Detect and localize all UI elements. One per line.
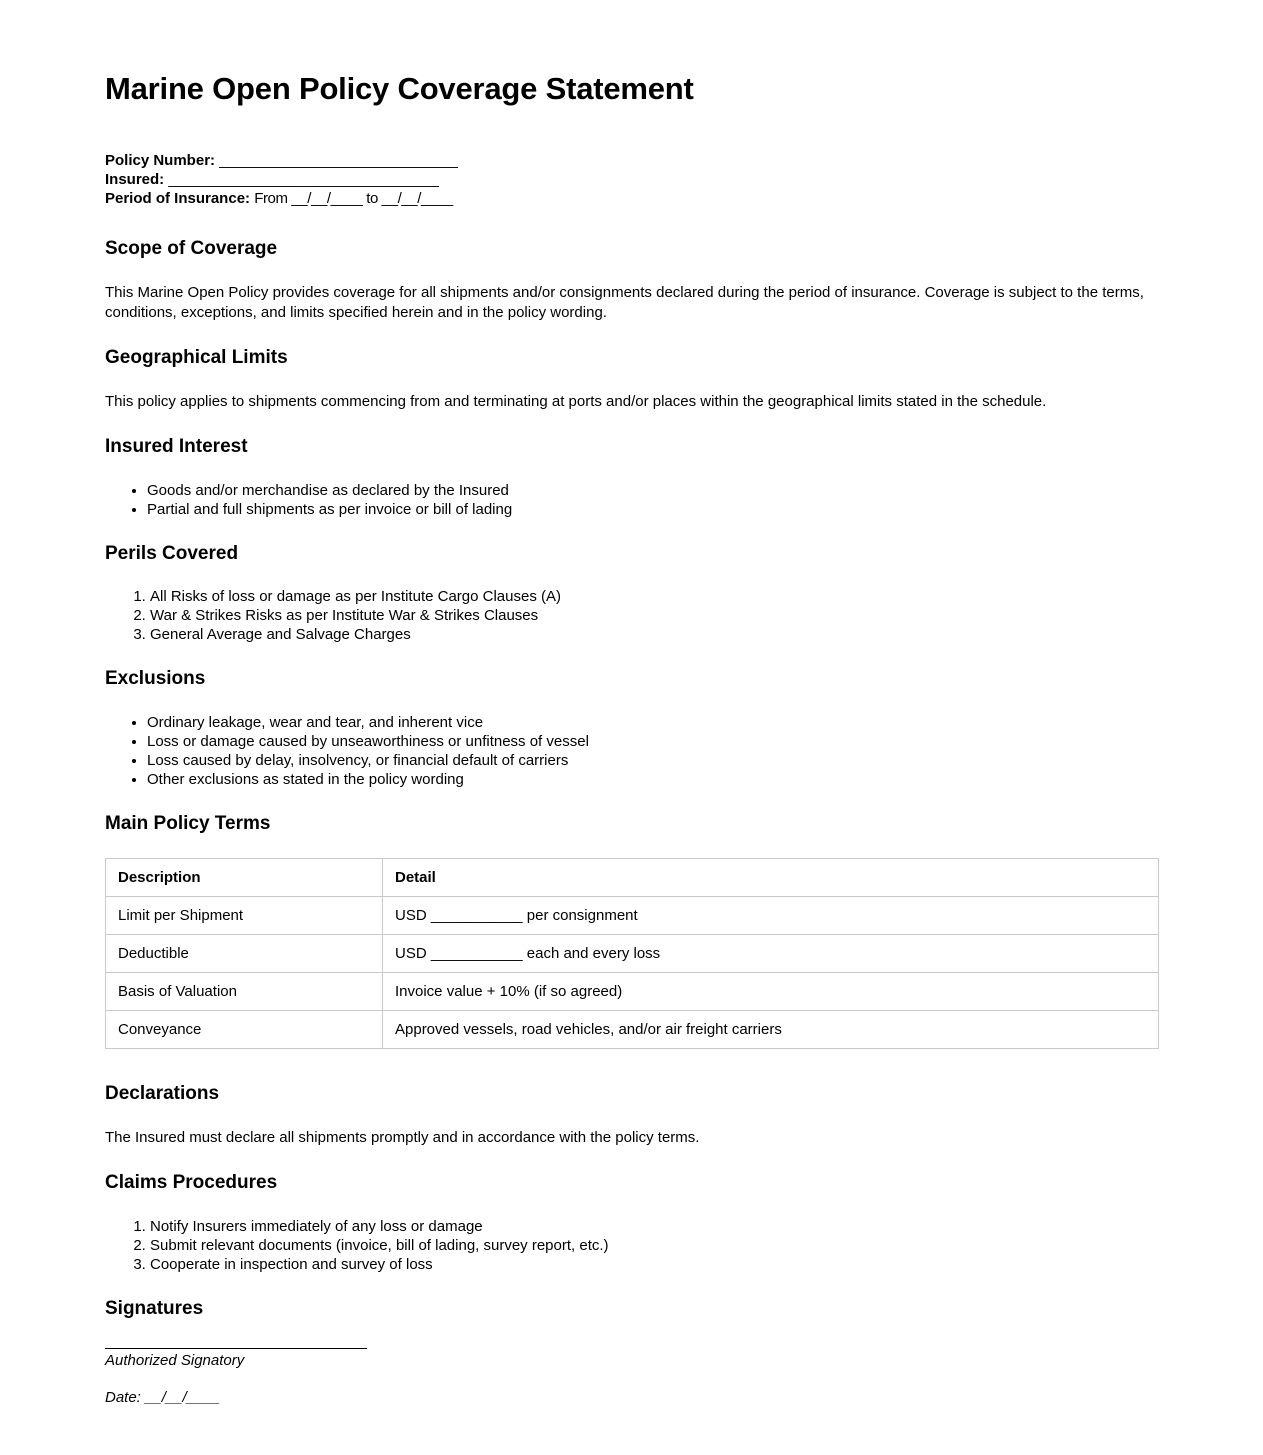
- list-item: 2. War & Strikes Risks as per Institute War & Strikes Clauses: [150, 606, 1158, 625]
- insured-label: Insured:: [105, 171, 165, 189]
- policy-meta-block: [105, 151, 1158, 208]
- cell-detail: Approved vessels, road vehicles, and/or air freight carriers: [383, 1010, 1159, 1048]
- cell-description: Conveyance: [106, 1010, 383, 1048]
- main-policy-terms-table: [105, 858, 1159, 1049]
- list-exclusions: [105, 713, 1158, 789]
- cell-detail: USD ___________ per consignment: [383, 896, 1159, 934]
- period-label: Period of Insurance:: [105, 190, 251, 208]
- signature-date-label: Date: __/__/____: [105, 1389, 221, 1407]
- table-header-row: [106, 858, 1159, 896]
- heading-geographical-limits: Geographical Limits: [105, 346, 288, 368]
- cell-description: Basis of Valuation: [106, 972, 383, 1010]
- cell-detail: USD ___________ each and every loss: [383, 934, 1159, 972]
- paragraph-declarations: The Insured must declare all shipments promptly and in accordance with the policy terms.: [105, 1128, 700, 1146]
- table-row: [106, 934, 1159, 972]
- list-item: 1. All Risks of loss or damage as per Institute Cargo Clauses (A): [150, 587, 1158, 606]
- list-item: 3. General Average and Salvage Charges: [150, 625, 1158, 644]
- list-item: • Loss caused by delay, insolvency, or financial default of carriers: [147, 751, 1158, 770]
- heading-claims-procedures: Claims Procedures: [105, 1171, 278, 1193]
- signature-line: [105, 1348, 367, 1349]
- heading-perils-covered: Perils Covered: [105, 542, 239, 564]
- list-item: • Loss or damage caused by unseaworthiness or unfitness of vessel: [147, 732, 1158, 751]
- policy-number-field[interactable]: ______________________________: [219, 152, 458, 170]
- table-row: [106, 896, 1159, 934]
- list-item: • Ordinary leakage, wear and tear, and inherent vice: [147, 713, 1158, 732]
- paragraph-scope-of-coverage: This Marine Open Policy provides coverage for all shipments and/or consignments declared during the period of insurance. Coverage is subject to the terms, conditions, exceptions, and limits specified herein and in the policy wording.: [105, 283, 1144, 321]
- heading-main-policy-terms: Main Policy Terms: [105, 813, 271, 835]
- list-insured-interest: [105, 481, 1158, 519]
- heading-exclusions: Exclusions: [105, 668, 206, 690]
- signature-block: [105, 1348, 1158, 1407]
- insured-line: [105, 170, 1158, 189]
- cell-detail: Invoice value + 10% (if so agreed): [383, 972, 1159, 1010]
- list-item: • Other exclusions as stated in the policy wording: [147, 770, 1158, 789]
- cell-description: Deductible: [106, 934, 383, 972]
- page-title: Marine Open Policy Coverage Statement: [105, 71, 694, 106]
- heading-insured-interest: Insured Interest: [105, 435, 248, 457]
- policy-number-line: [105, 151, 1158, 170]
- list-item: • Partial and full shipments as per invoice or bill of lading: [147, 500, 1158, 519]
- column-header-detail: Detail: [383, 858, 1159, 896]
- list-item: 1. Notify Insurers immediately of any loss or damage: [150, 1217, 1158, 1236]
- table-row: [106, 972, 1159, 1010]
- list-item: • Goods and/or merchandise as declared by the Insured: [147, 481, 1158, 500]
- list-item: 3. Cooperate in inspection and survey of loss: [150, 1255, 1158, 1274]
- list-perils-covered: [105, 587, 1158, 644]
- policy-number-label: Policy Number:: [105, 152, 216, 170]
- list-item: 2. Submit relevant documents (invoice, bill of lading, survey report, etc.): [150, 1236, 1158, 1255]
- column-header-description: Description: [106, 858, 383, 896]
- heading-signatures: Signatures: [105, 1297, 204, 1319]
- paragraph-geographical-limits: This policy applies to shipments commencing from and terminating at ports and/or places within the geographical limits stated in the schedule.: [105, 392, 1047, 410]
- table-row: [106, 1010, 1159, 1048]
- authorized-signatory-label: Authorized Signatory: [105, 1352, 245, 1370]
- cell-description: Limit per Shipment: [106, 896, 383, 934]
- list-claims-procedures: [105, 1217, 1158, 1274]
- period-field[interactable]: From __/__/____ to __/__/____: [254, 190, 453, 208]
- heading-scope-of-coverage: Scope of Coverage: [105, 238, 278, 260]
- period-of-insurance-line: [105, 189, 1158, 208]
- heading-declarations: Declarations: [105, 1082, 220, 1104]
- insured-field[interactable]: __________________________________: [168, 171, 439, 189]
